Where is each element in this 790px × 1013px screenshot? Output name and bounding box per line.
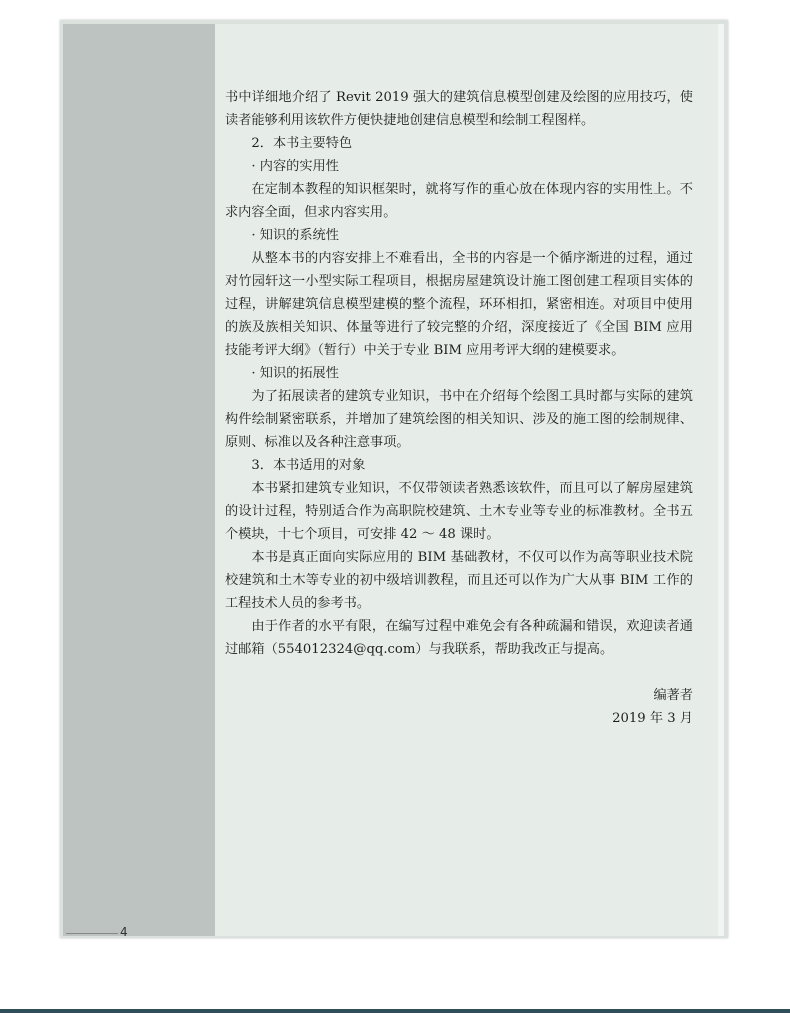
bullet-practicality: · 内容的实用性 (251, 159, 339, 174)
paragraph-audience: 本书紧扣建筑专业知识，不仅带领读者熟悉该软件，而且可以了解房屋建筑的设计过程，特别适合作为高职院校建筑、土木专业等专业的标准教材。全书五个模块，十七个项目，可安排 42 ～ 48 课时。 (225, 481, 693, 542)
bullet-extension: · 知识的拓展性 (251, 366, 339, 381)
bullet-systematic: · 知识的系统性 (251, 228, 339, 243)
preface-text (225, 86, 693, 730)
author-date: 2019 年 3 月 (612, 711, 693, 726)
paragraph-feedback: 由于作者的水平有限，在编写过程中难免会有各种疏漏和错误，欢迎读者通过邮箱（554012324@qq.com）与我联系，帮助我改正与提高。 (225, 619, 693, 657)
footer-rule (0, 1009, 790, 1013)
page-gutter-shadow (63, 24, 215, 936)
author-signature: 编著者 (653, 688, 693, 703)
paragraph-systematic: 从整本书的内容安排上不难看出，全书的内容是一个循序渐进的过程，通过对竹园轩这一小型实际工程项目，根据房屋建筑设计施工图创建工程项目实体的过程，讲解建筑信息模型建模的整个流程，环环相扣，紧密相连。对项目中使用的族及族相关知识、体量等进行了较完整的介绍，深度接近了《全国 BIM 应用技能考评大纲》（暂行）中关于专业 BIM 应用考评大纲的建模要求。 (225, 251, 693, 358)
paragraph-extension: 为了拓展读者的建筑专业知识，书中在介绍每个绘图工具时都与实际的建筑构件绘制紧密联系，并增加了建筑绘图的相关知识、涉及的施工图的绘制规律、原则、标准以及各种注意事项。 (225, 389, 693, 450)
paragraph-practicality: 在定制本教程的知识框架时，就将写作的重心放在体现内容的实用性上。不求内容全面，但求内容实用。 (225, 182, 693, 220)
paragraph-bim-textbook: 本书是真正面向实际应用的 BIM 基础教材，不仅可以作为高等职业技术院校建筑和土木等专业的初中级培训教程，而且还可以作为广大从事 BIM 工作的工程技术人员的参考书。 (225, 550, 693, 611)
page-number-rule (66, 933, 118, 934)
page-edge (718, 24, 724, 936)
paragraph-intro-continued: 书中详细地介绍了 Revit 2019 强大的建筑信息模型创建及绘图的应用技巧，使读者能够利用该软件方便快捷地创建信息模型和绘制工程图样。 (225, 90, 693, 128)
heading-audience: 3．本书适用的对象 (251, 458, 366, 473)
heading-features: 2．本书主要特色 (251, 136, 353, 151)
page-number: 4 (120, 925, 128, 939)
